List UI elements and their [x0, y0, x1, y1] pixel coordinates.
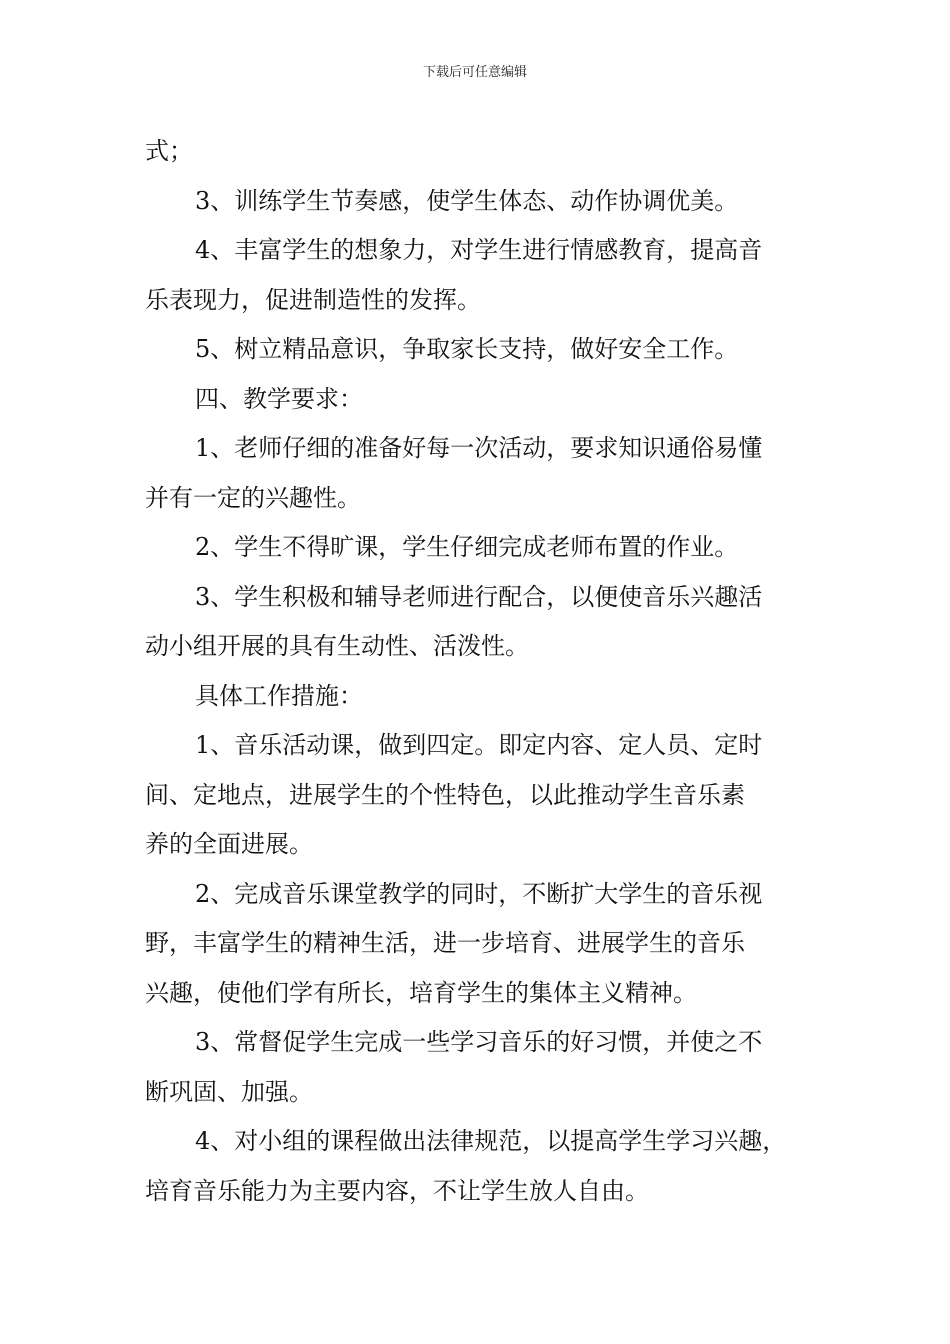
text-line: 4、丰富学生的想象力，对学生进行情感教育，提高音	[195, 236, 763, 264]
text-line: 养的全面进展。	[145, 830, 313, 858]
text-line: 5、树立精品意识，争取家长支持，做好安全工作。	[195, 335, 739, 363]
text-line: 1、音乐活动课，做到四定。即定内容、定人员、定时	[195, 731, 763, 759]
text-line: 培育音乐能力为主要内容，不让学生放人自由。	[145, 1176, 649, 1205]
document-body	[145, 127, 810, 1216]
text-line: 乐表现力，促进制造性的发挥。	[145, 285, 481, 314]
text-line: 断巩固、加强。	[145, 1077, 313, 1106]
text-line: 2、完成音乐课堂教学的同时，不断扩大学生的音乐视	[195, 879, 763, 908]
text-line: 并有一定的兴趣性。	[145, 483, 361, 512]
text-line: 野，丰富学生的精神生活，进一步培育、进展学生的音乐	[145, 929, 745, 957]
section-heading: 具体工作措施：	[195, 681, 363, 710]
text-line: 间、定地点，进展学生的个性特色，以此推动学生音乐素	[145, 780, 745, 809]
page-header: 下载后可任意编辑	[422, 65, 527, 80]
text-line: 2、学生不得旷课，学生仔细完成老师布置的作业。	[195, 533, 739, 561]
text-line: 4、对小组的课程做出法律规范，以提高学生学习兴趣，	[195, 1127, 787, 1155]
text-line: 动小组开展的具有生动性、活泼性。	[145, 632, 529, 660]
section-heading: 四、教学要求：	[195, 384, 363, 413]
text-line: 3、训练学生节奏感，使学生体态、动作协调优美。	[195, 186, 739, 215]
text-line: 3、学生积极和辅导老师进行配合，以便使音乐兴趣活	[195, 582, 763, 611]
text-line: 式；	[145, 137, 193, 165]
text-line: 兴趣，使他们学有所长，培育学生的集体主义精神。	[145, 978, 697, 1007]
text-line: 3、常督促学生完成一些学习音乐的好习惯，并使之不	[195, 1028, 763, 1056]
text-line: 1、老师仔细的准备好每一次活动，要求知识通俗易懂	[195, 434, 763, 462]
